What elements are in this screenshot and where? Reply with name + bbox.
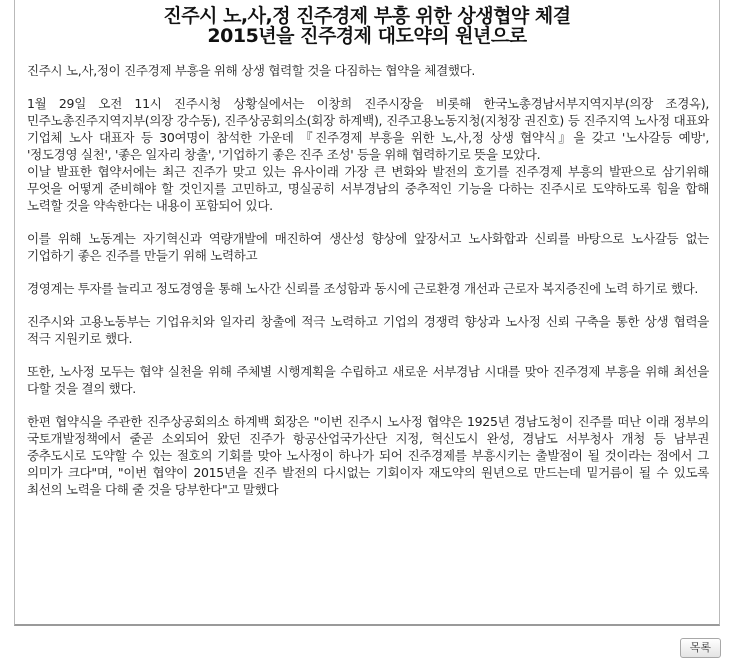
article-paragraph: 한편 협약식을 주관한 진주상공회의소 하계백 회장은 "이번 진주시 노사정 협약은 1925년 경남도청이 진주를 떠난 이래 정부의 국토개발정책에서 줄곧 소외되어 왔던 진주가 항공산업국가산단 지정, 혁신도시 완성, 경남도 서부청사 개청 등 남부권 중추도시로 도약할 수 있는 절호의 기회를 맞아 노사정이 하나가 되어 진주경제를 부흥시키는 출발점이 될 것이라는 점에서 그 의미가 크다"며, "이번 협약이 2015년을 진주 발전의 다시없는 기회이자 재도약의 원년으로 만드는데 밑거름이 될 수 있도록 최선의 노력을 다해 줄 것을 당부한다"고 말했다 — [27, 414, 709, 497]
article-body — [15, 62, 719, 498]
list-button[interactable]: 목록 — [680, 638, 721, 658]
title-line-2: 2015년을 진주경제 대도약의 원년으로 — [207, 25, 527, 47]
article-paragraph: 이를 위해 노동계는 자기혁신과 역량개발에 매진하여 생산성 향상에 앞장서고 노사화합과 신뢰를 바탕으로 노사갈등 없는 기업하기 좋은 진주를 만들기 위해 노력하고 — [27, 231, 709, 263]
article-paragraph: 이날 발표한 협약서에는 최근 진주가 맞고 있는 유사이래 가장 큰 변화와 발전의 호기를 진주경제 부흥의 발판으로 삼기위해 무엇을 어떻게 준비해야 할 것인지를 고민하고, 명실공히 서부경남의 중추적인 기능을 다하는 진주시로 도약하도록 힘을 합해 노력할 것을 약속한다는 내용이 포함되어 있다. — [27, 164, 709, 213]
title-line-1: 진주시 노,사,정 진주경제 부흥 위한 상생협약 체결 — [163, 5, 571, 27]
article-paragraph: 1월 29일 오전 11시 진주시청 상황실에서는 이창희 진주시장을 비롯해 한국노총경남서부지역지부(의장 조경옥), 민주노총진주지역지부(의장 강수동), 진주상공회의소(회장 하계백), 진주고용노동지청(지청장 권진호) 등 진주지역 노사정 대표와 기업체 노사 대표자 등 30여명이 참석한 가운데 『진주경제 부흥을 위한 노,사,정 상생 협약식』을 갖고 '노사갈등 예방', '정도경영 실천', '좋은 일자리 창출', '기업하기 좋은 진주 조성' 등을 위해 협력하기로 뜻을 모았다. — [27, 96, 709, 162]
article-paragraph: 진주시와 고용노동부는 기업유치와 일자리 창출에 적극 노력하고 기업의 경쟁력 향상과 노사정 신뢰 구축을 통한 상생 협력을 적극 지원키로 했다. — [27, 314, 709, 346]
article-container — [14, 0, 720, 626]
article-paragraph: 진주시 노,사,정이 진주경제 부흥을 위해 상생 협력할 것을 다짐하는 협약을 체결했다. — [27, 63, 476, 78]
article-paragraph: 경영계는 투자를 늘리고 정도경영을 통해 노사간 신뢰를 조성함과 동시에 근로환경 개선과 근로자 복지증진에 노력 하기로 했다. — [27, 281, 699, 296]
article-paragraph: 또한, 노사정 모두는 협약 실천을 위해 주체별 시행계획을 수립하고 새로운 서부경남 시대를 맞아 진주경제 부흥을 위해 최선을 다할 것을 결의 했다. — [27, 364, 709, 396]
article-title — [15, 6, 719, 46]
